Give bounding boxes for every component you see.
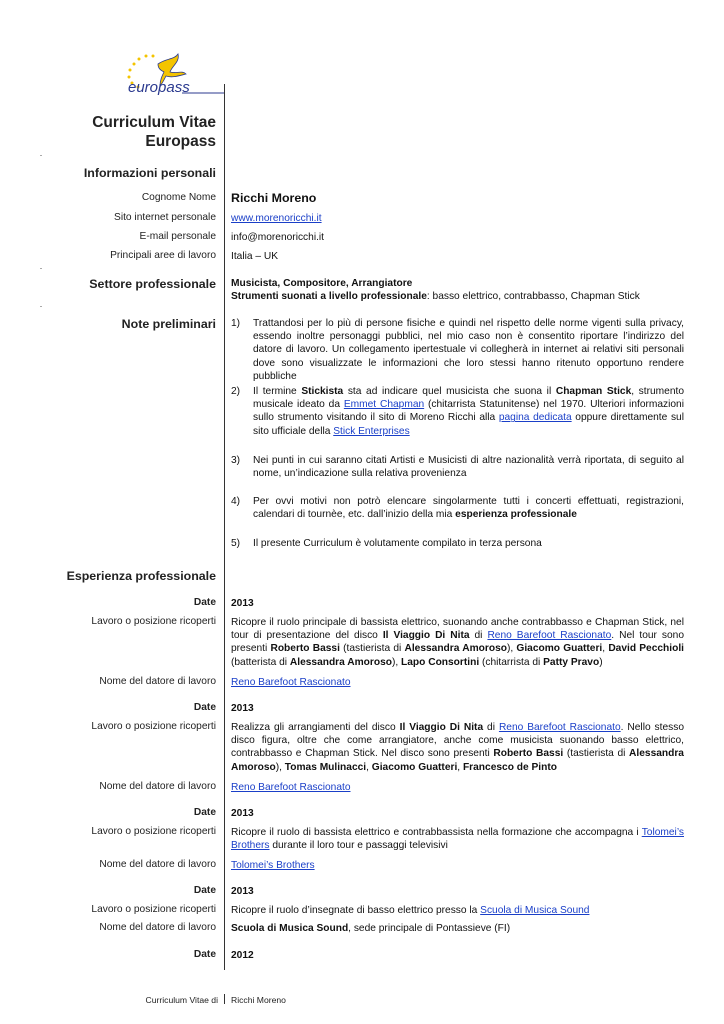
- margin-mark: [40, 155, 42, 156]
- stick-enterprises-link[interactable]: Stick Enterprises: [333, 425, 410, 437]
- date-label: Date: [193, 949, 216, 960]
- cv-title-line-1: Curriculum Vitae: [92, 114, 216, 131]
- note-text: Per ovvi motivi non potrò elencare singolarmente tutti i concerti effettuati, registrazioni, calendari di tournèe, etc. dall’inizio della mia esperienza professionale: [253, 496, 684, 521]
- column-divider: [224, 84, 225, 970]
- job-description: Ricopre il ruolo d’insegnate di basso elettrico presso la Scuola di Musica Sound: [231, 905, 590, 916]
- job-description: Ricopre il ruolo di bassista elettrico e contrabbassista nella formazione che accompagna i Tolomei’s Brothers durante il loro tour e passaggi televisivi: [231, 827, 684, 852]
- section-professional-experience: Esperienza professionale: [66, 569, 216, 583]
- footer-left: Curriculum Vitae di: [145, 995, 218, 1005]
- note-text: Trattandosi per lo più di persone fisiche e quindi nel rispetto delle norme vigenti sulla privacy, essendo inoltre personaggi pubblici, nel mio caso non è consentito riportare l’indirizzo del datore di lavoro. Un collegamento ipertestuale vi collegherà in internet ai relativi siti personali dove sono visualizzate le informazioni che loro stessi hanno ritenuto opportuno rendere pubbliche: [253, 318, 684, 382]
- date-label: Date: [193, 885, 216, 896]
- date-label: Date: [193, 597, 216, 608]
- reno-barefoot-link[interactable]: Reno Barefoot Rascionato: [498, 722, 621, 733]
- employer-value: Scuola di Musica Sound, sede principale di Pontassieve (FI): [231, 923, 511, 934]
- sector-instruments-label: Strumenti suonati a livello professionale: [231, 291, 427, 303]
- section-preliminary-notes: Note preliminari: [121, 317, 216, 331]
- job-label: Lavoro o posizione ricoperti: [91, 826, 216, 837]
- employer-label: Nome del datore di lavoro: [99, 676, 216, 687]
- sector-instruments: : basso elettrico, contrabbasso, Chapman Stick: [426, 291, 640, 303]
- work-areas-label: Principali aree di lavoro: [110, 250, 216, 261]
- cv-title: [92, 113, 216, 151]
- section-personal-info: Informazioni personali: [83, 166, 216, 180]
- margin-mark: [40, 268, 42, 269]
- europass-star-icon: [120, 50, 230, 100]
- cv-title-line-2: Europass: [145, 133, 216, 150]
- note-text: Nei punti in cui saranno citati Artisti e Musicisti di altre nazionalità verrà riportata, di seguito al nome, un’indicazione sulla relativa provenienza: [253, 455, 684, 480]
- employer-link[interactable]: Reno Barefoot Rascionato: [231, 782, 351, 793]
- email-value: info@morenoricchi.it: [231, 232, 325, 243]
- note-text: Il termine Stickista sta ad indicare quel musicista che suona il Chapman Stick, strumento musicale ideato da Emmet Chapman (chitarrista Statunitense) nel 1970. Ulteriori informazioni sullo strumento visitando il sito di Moreno Ricchi alla pagina dedicata oppure direttamente sul sito ufficiale della Stick Enterprises: [253, 386, 684, 437]
- job-description: Ricopre il ruolo principale di bassista elettrico, suonando anche contrabbasso e Chapman Stick, nel tour di presentazione del disco Il Viaggio Di Nita di Reno Barefoot Rascionato. Nel tour sono presenti Roberto Bassi (tastierista di Alessandra Amoroso), Giacomo Guatteri, David Pecchioli (batterista di Alessandra Amoroso), Lapo Consortini (chitarrista di Patty Pravo): [231, 617, 685, 668]
- job-label: Lavoro o posizione ricoperti: [91, 721, 216, 732]
- scuola-musica-sound-link[interactable]: Scuola di Musica Sound: [480, 905, 590, 916]
- employer-label: Nome del datore di lavoro: [99, 859, 216, 870]
- note-item: [231, 537, 684, 550]
- tolomeis-brothers-link[interactable]: Tolomei’s Brothers: [231, 827, 684, 852]
- date-value: 2013: [231, 703, 254, 714]
- date-label: Date: [193, 702, 216, 713]
- note-number: 5): [231, 538, 241, 549]
- footer-divider: [224, 994, 225, 1004]
- work-areas-value: Italia – UK: [231, 251, 278, 262]
- website-label: Sito internet personale: [114, 212, 216, 223]
- note-item: [231, 454, 684, 480]
- logo-text: europass: [128, 79, 190, 96]
- job-description: Realizza gli arrangiamenti del disco Il Viaggio Di Nita di Reno Barefoot Rascionato. Nello stesso disco figura, oltre che come arrangiatore, anche come musicista suonando basso elettrico, contrabbasso e Chapman Stick. Nel disco sono presenti Roberto Bassi (tastierista di Alessandra Amoroso), Tomas Mulinacci, Giacomo Guatteri, Francesco de Pinto: [231, 722, 684, 773]
- name-value: Ricchi Moreno: [231, 191, 317, 205]
- name-label: Cognome Nome: [141, 192, 216, 203]
- note-item: [231, 495, 684, 521]
- europass-logo: [120, 50, 230, 100]
- note-number: 4): [231, 496, 241, 507]
- employer-label: Nome del datore di lavoro: [99, 781, 216, 792]
- emmet-chapman-link[interactable]: Emmet Chapman: [343, 399, 425, 411]
- note-number: 1): [231, 318, 241, 329]
- note-number: 2): [231, 386, 241, 397]
- section-professional-sector: Settore professionale: [89, 277, 216, 291]
- sector-roles: Musicista, Compositore, Arrangiatore: [231, 278, 413, 289]
- website-link[interactable]: www.morenoricchi.it: [231, 213, 322, 224]
- job-label: Lavoro o posizione ricoperti: [91, 616, 216, 627]
- email-label: E-mail personale: [139, 231, 216, 242]
- employer-label: Nome del datore di lavoro: [99, 922, 216, 933]
- margin-mark: [40, 306, 42, 307]
- note-number: 3): [231, 455, 241, 466]
- note-text: Il presente Curriculum è volutamente compilato in terza persona: [253, 538, 542, 549]
- employer-link[interactable]: Tolomei’s Brothers: [231, 860, 315, 871]
- footer-right: Ricchi Moreno: [231, 995, 286, 1005]
- date-value: 2013: [231, 886, 254, 897]
- note-item: [231, 317, 684, 383]
- date-label: Date: [193, 807, 216, 818]
- dedicated-page-link[interactable]: pagina dedicata: [498, 412, 572, 424]
- sector-text: [231, 277, 684, 303]
- reno-barefoot-link[interactable]: Reno Barefoot Rascionato: [487, 630, 612, 642]
- job-label: Lavoro o posizione ricoperti: [91, 904, 216, 915]
- employer-link[interactable]: Reno Barefoot Rascionato: [231, 677, 351, 688]
- date-value: 2013: [231, 598, 254, 609]
- date-value: 2012: [231, 950, 254, 961]
- date-value: 2013: [231, 808, 254, 819]
- note-item: [231, 385, 684, 438]
